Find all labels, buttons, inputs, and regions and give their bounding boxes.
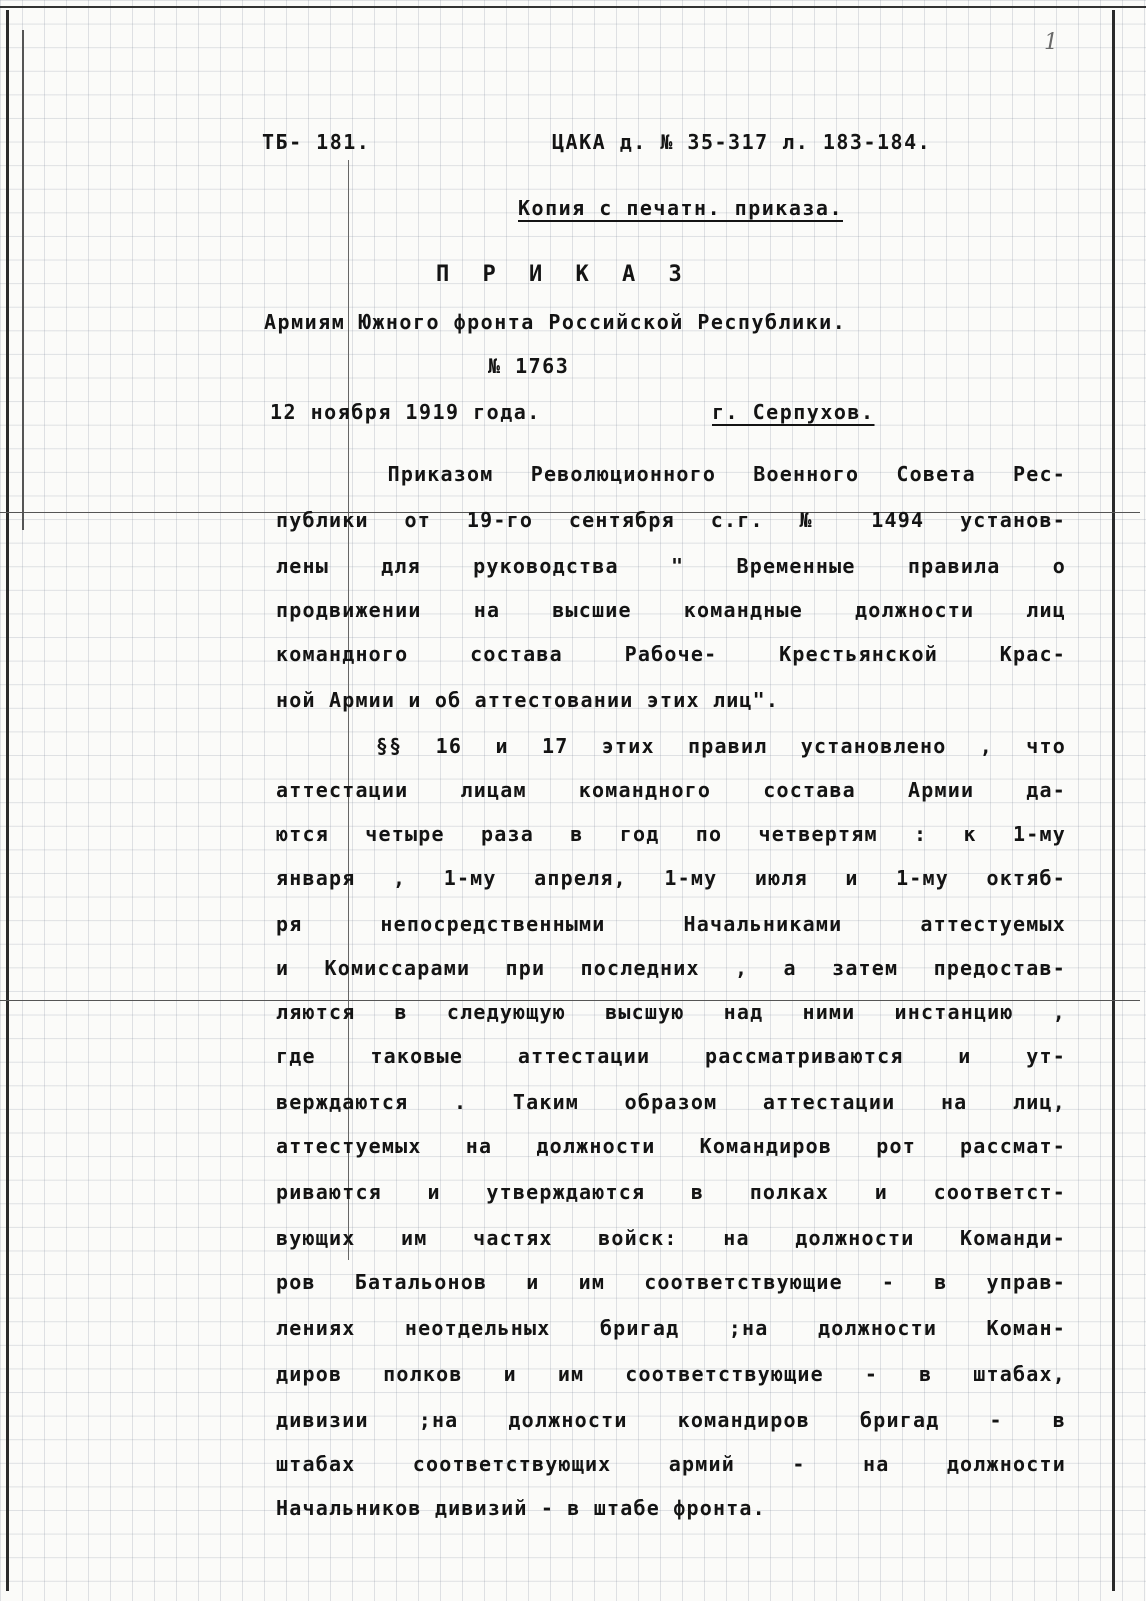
body-line: верждаются . Таким образом аттестации на лиц,: [276, 1090, 1066, 1114]
body-line: риваются и утверждаются в полках и соответст-: [276, 1180, 1066, 1204]
body-line: лениях неотдельных бригад ;на должности Коман-: [276, 1316, 1066, 1340]
body-line: лены для руководства " Временные правила о: [276, 554, 1066, 578]
document-ref: ТБ- 181.: [262, 130, 371, 154]
body-line: вующих им частях войск: на должности Команди-: [276, 1226, 1066, 1250]
page-left-crease: [22, 30, 24, 530]
copy-note: Копия с печатн. приказа.: [518, 196, 843, 220]
order-place: г. Серпухов.: [712, 400, 875, 424]
body-line: продвижении на высшие командные должности лиц: [276, 598, 1066, 622]
body-line: диров полков и им соответствующие - в штабах,: [276, 1362, 1066, 1386]
body-line: ляются в следующую высшую над ними инстанцию ,: [276, 1000, 1066, 1024]
order-title: П Р И К А З: [436, 262, 692, 287]
body-line: Начальников дивизий - в штабе фронта.: [276, 1496, 766, 1520]
page-right-edge: [1112, 10, 1115, 1591]
page-number: 1: [1044, 30, 1058, 55]
body-line: аттестации лицам командного состава Армии да-: [276, 778, 1066, 802]
body-line: публики от 19-го сентября с.г. № 1494 установ-: [276, 508, 1066, 532]
page-top-edge: [0, 6, 1146, 8]
body-line: Приказом Революционного Военного Совета Рес-: [276, 462, 1066, 486]
body-line: и Комиссарами при последних , а затем предостав-: [276, 956, 1066, 980]
body-line: января , 1-му апреля, 1-му июля и 1-му октяб-: [276, 866, 1066, 890]
archive-reference: ЦАКА д. № 35-317 л. 183-184.: [552, 130, 932, 154]
body-line: §§ 16 и 17 этих правил установлено , что: [276, 734, 1066, 758]
body-line: ной Армии и об аттестовании этих лиц".: [276, 688, 780, 712]
body-line: аттестуемых на должности Командиров рот рассмат-: [276, 1134, 1066, 1158]
order-addressee: Армиям Южного фронта Российской Республики.: [264, 310, 847, 334]
body-line: ря непосредственными Начальниками аттестуемых: [276, 912, 1066, 936]
order-date: 12 ноября 1919 года.: [270, 400, 541, 424]
body-line: дивизии ;на должности командиров бригад - в: [276, 1408, 1066, 1432]
body-line: командного состава Рабоче- Крестьянской Крас-: [276, 642, 1066, 666]
body-line: где таковые аттестации рассматриваются и ут-: [276, 1044, 1066, 1068]
body-line: штабах соответствующих армий - на должности: [276, 1452, 1066, 1476]
order-number: № 1763: [488, 354, 570, 378]
page-left-edge: [6, 10, 9, 1591]
body-line: ров Батальонов и им соответствующие - в управ-: [276, 1270, 1066, 1294]
body-line: ются четыре раза в год по четвертям : к 1-му: [276, 822, 1066, 846]
